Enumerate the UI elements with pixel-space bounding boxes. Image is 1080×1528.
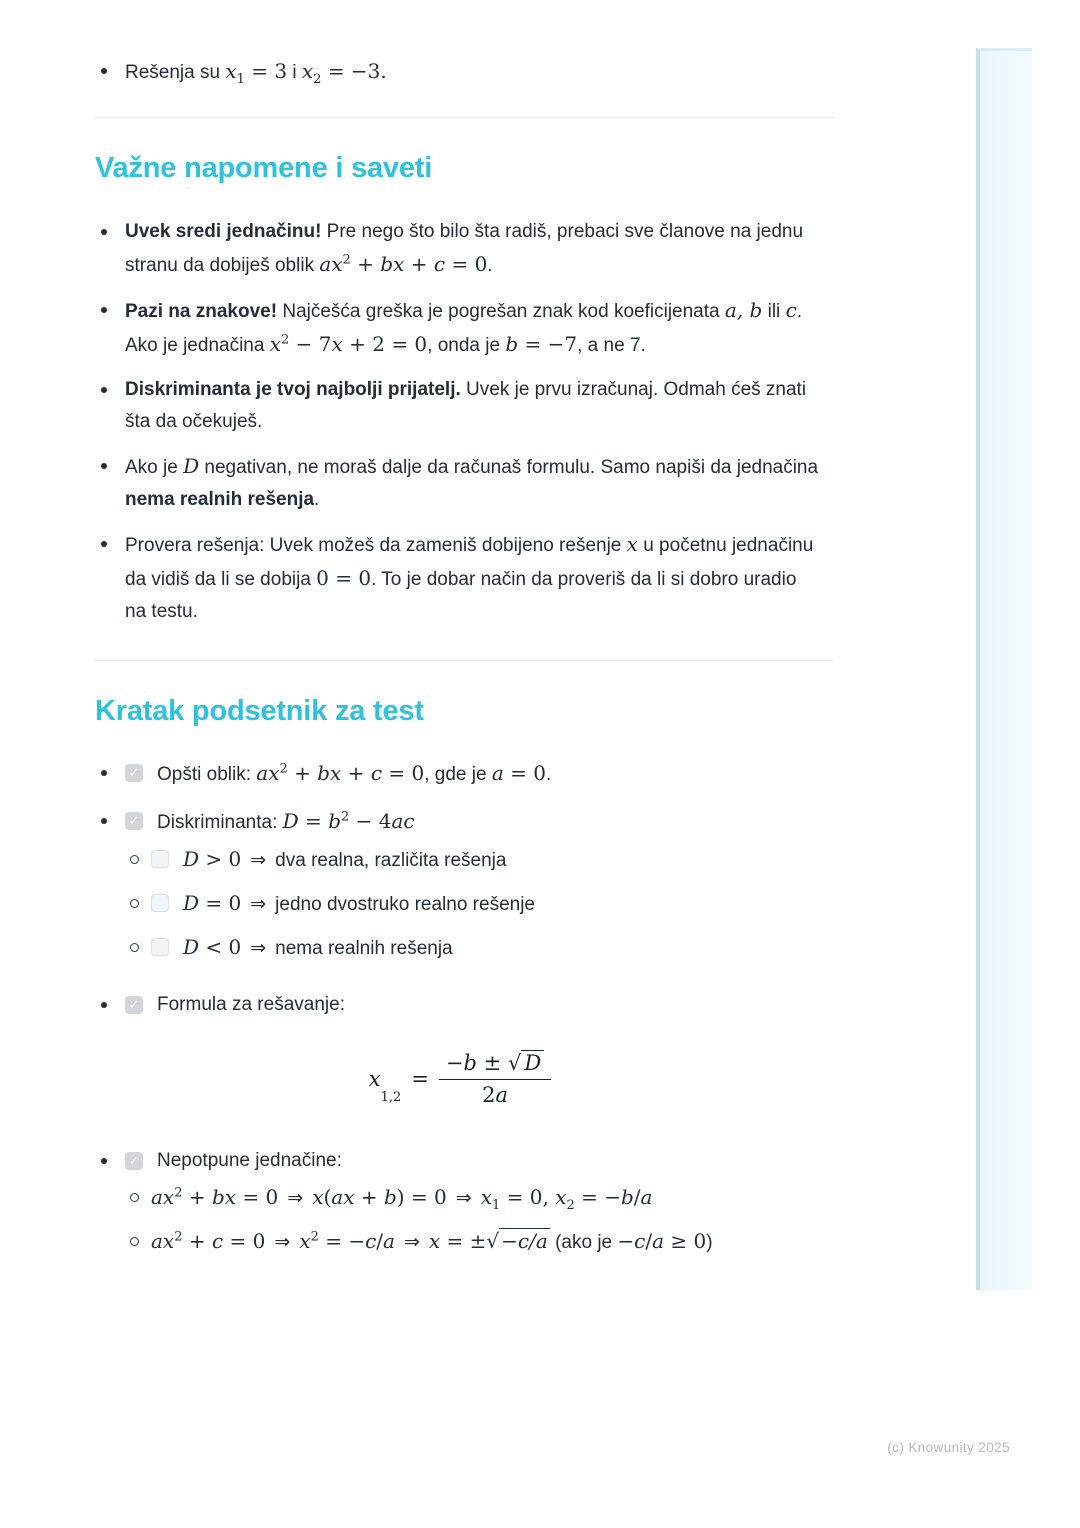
text-segment: − [617,1229,635,1253]
text-segment: + [354,1185,384,1209]
radical-icon: √ [507,1051,522,1075]
text-segment: x [299,1229,311,1253]
list-item [95,216,835,282]
text-segment: 1 [236,71,245,87]
text-segment: ax [151,1185,175,1209]
formula-lhs-variable: x [368,1067,381,1091]
formula-fraction [439,1051,551,1107]
implies-arrow-icon: ⇒ [403,1231,420,1253]
sub-list [125,843,835,965]
text-segment: Uvek sredi jednačinu! [125,221,322,242]
implies-arrow-icon: ⇒ [250,937,267,959]
bullet-marker [101,229,107,235]
text-segment: Diskriminanta je tvoj najbolji prijatelj. [125,379,461,400]
text-segment: < 0 [199,935,242,959]
text-segment: c [365,1229,377,1253]
item-text [125,374,820,438]
text-segment: Provera rešenja: Uvek možeš da zameniš dobijeno rešenje [125,535,627,556]
formula-denominator [439,1080,551,1107]
document-body [95,0,835,1283]
item-text [125,450,820,516]
text-segment: 2 [174,1229,183,1245]
bullet-marker [101,770,107,776]
circle-marker [130,943,139,952]
text-segment: ax [256,761,280,785]
text-segment: . [545,764,552,785]
text-segment: (ako je [549,1232,618,1253]
text-segment: = 0 [503,761,546,785]
checkbox-checked[interactable] [125,812,143,830]
text-segment: dva realna, različita rešenja [275,850,507,871]
text-segment: + [182,1185,212,1209]
text-segment: Najčešća greška je pogrešan znak kod koeficijenata [277,301,725,322]
text-segment: + [341,761,371,785]
text-segment: x [331,332,343,356]
bullet-marker [101,541,107,547]
checkbox-checked[interactable] [125,1152,143,1170]
sqrt-expression [486,1228,549,1253]
text-segment: 2 [310,1229,319,1245]
text-segment: = 3 [244,59,288,83]
marker-column [95,374,125,438]
text-segment: x [301,59,314,83]
text-segment: ax [319,252,343,276]
text-segment: Formula za rešavanje: [157,994,345,1015]
text-segment: = 0 [223,1229,266,1253]
checkbox-checked[interactable] [125,764,143,782]
item-text [125,55,387,89]
list-item [95,528,835,628]
sub-list [125,1181,835,1259]
implies-arrow-icon: ⇒ [274,1231,291,1253]
list-item [95,374,835,438]
text-segment: Rešenja su [125,62,226,83]
item-text [151,1181,652,1215]
checklist-item [95,989,835,1131]
sub-item [130,843,835,877]
list-item [95,55,835,89]
text-segment: , gde je [424,764,492,785]
denominator-variable: a [495,1083,509,1107]
text-segment: b [328,809,341,833]
divider [95,117,835,118]
item-text [125,294,820,362]
checklist-item [95,1145,835,1269]
formula-lhs-subscript: 1,2 [380,1090,402,1105]
text-segment: bx [317,761,342,785]
text-segment: 0 = 0 [316,566,372,590]
intro-list [95,55,835,89]
item-text [157,1145,342,1177]
text-segment: x [480,1185,492,1209]
text-segment: ) = 0 [396,1185,447,1209]
text-segment: − 7 [289,332,332,356]
bullet-marker [101,1158,107,1164]
marker-column [95,55,125,89]
sqrt-argument: D [521,1050,544,1075]
text-segment: + [404,252,434,276]
text-segment: c [785,298,797,322]
checklist-item-line [125,989,835,1021]
item-text [183,931,453,965]
text-segment: a [383,1229,395,1253]
implies-arrow-icon: ⇒ [287,1187,304,1209]
text-segment: . To je dobar način da proveriš da li si dobro uradio na testu. [125,569,797,622]
checklist-item [95,757,835,791]
text-segment: Opšti oblik: [157,764,257,785]
item-text [183,887,535,921]
text-segment: + [350,252,381,276]
text-segment: x [269,332,281,356]
sub-item [130,931,835,965]
text-segment: x [312,1185,324,1209]
text-segment: 2 [281,332,290,348]
text-segment: 2 [566,1197,575,1213]
footer-copyright: (c) Knowunity 2025 [887,1440,1010,1455]
sub-item [130,1225,835,1259]
text-segment: D [183,454,200,478]
text-segment: x [428,1229,441,1253]
item-text [125,216,820,282]
marker-column [95,805,125,975]
plus-minus-sign: ± [483,1051,502,1075]
item-text [157,757,551,791]
text-segment: Diskriminanta: [157,812,283,833]
text-segment: u početnu jednačinu da vidiš da li se dobija [125,535,814,590]
text-segment: / [645,1229,653,1253]
text-segment: c [211,1229,224,1253]
text-segment: nema realnih rešenja [275,938,453,959]
text-segment: x [225,59,237,83]
marker-column [95,1145,125,1269]
checklist [95,757,835,1269]
text-segment: , a ne 7. [577,335,646,356]
text-segment: Uvek je prvu izračunaj. Odmah ćeš znati šta da očekuješ. [125,379,807,432]
text-segment: 2 [174,1185,183,1201]
text-segment: = [298,809,329,833]
checklist-item-content [125,757,835,791]
text-segment: = 0 [382,761,425,785]
item-text [157,805,415,839]
item-text [157,989,345,1021]
bullet-marker [101,307,107,313]
marker-column [95,757,125,791]
implies-arrow-icon: ⇒ [455,1187,472,1209]
text-segment: . Ako je jednačina [125,301,803,356]
text-segment: Pre nego što bilo šta radiš, prebaci sve članove na jednu stranu da dobiješ oblik [125,221,804,276]
text-segment: D [183,847,200,871]
text-segment: D [183,891,200,915]
implies-arrow-icon: ⇒ [250,893,267,915]
text-segment: , onda je [427,335,506,356]
text-segment: ( [323,1185,332,1209]
text-segment: / [633,1185,641,1209]
text-segment: ac [391,809,415,833]
sqrt-argument: −c/a [501,1229,548,1253]
quadratic-formula [125,1051,795,1107]
text-segment: nema realnih rešenja [125,489,315,510]
bullet-marker [101,68,107,74]
text-segment: . [314,489,320,510]
text-segment: 1 [491,1197,501,1213]
text-segment: Ako je [125,457,184,478]
checklist-item-content [125,1145,835,1269]
text-segment: Pazi na znakove! [125,301,278,322]
text-segment: + [287,761,318,785]
checklist-item-line [125,757,835,791]
text-segment: bx [211,1185,237,1209]
text-segment: ≥ 0 [664,1229,707,1253]
text-segment: ili [762,301,786,322]
text-segment: x [555,1185,567,1209]
text-segment: jedno dvostruko realno rešenje [275,894,536,915]
text-segment: − 4 [349,809,392,833]
text-segment: bx [380,252,405,276]
text-segment: = − [574,1185,621,1209]
text-segment: ax [331,1185,355,1209]
checklist-item-line [125,1145,835,1177]
marker-column [95,294,125,362]
section-title-checklist: Kratak podsetnik za test [95,695,424,727]
list-item [95,294,835,362]
numerator-variable: b [463,1051,477,1075]
marker-column [95,528,125,628]
text-segment: x [626,532,638,556]
text-segment: ax [151,1229,175,1253]
marker-column [95,989,125,1131]
text-segment: = − [318,1229,366,1253]
list-item [95,450,835,516]
text-segment: b [505,332,519,356]
text-segment: . [487,255,493,276]
text-segment: b [383,1185,397,1209]
text-segment: ) [706,1232,713,1253]
notes-list [95,216,835,628]
text-segment: negativan, ne moraš dalje da računaš formulu. Samo napiši da jednačina [199,457,819,478]
text-segment: 2 [341,809,350,825]
text-segment: / [376,1229,384,1253]
item-text [183,843,506,877]
text-segment: a [491,761,504,785]
text-segment: = −3. [321,59,387,83]
text-segment: a [640,1185,653,1209]
formula-numerator [439,1051,551,1080]
text-segment: = ± [440,1229,487,1253]
text-segment: Nepotpune jednačine: [157,1150,342,1171]
text-segment: c [433,252,446,276]
checklist-item-line [125,805,835,839]
bullet-marker [101,463,107,469]
text-segment: = 0 [445,252,488,276]
checkbox-unchecked[interactable] [151,850,169,868]
text-segment: + 2 = 0 [342,332,428,356]
divider [95,660,835,661]
text-segment: = 0, [500,1185,556,1209]
text-segment: c [634,1229,646,1253]
marker-column [95,216,125,282]
checklist-item [95,805,835,975]
text-segment: D [183,935,200,959]
formula-expression [369,1051,551,1107]
text-segment: 2 [279,761,288,777]
text-segment: 2 [313,71,322,87]
bullet-marker [101,818,107,824]
text-segment: = 0 [199,891,242,915]
bullet-marker [101,1002,107,1008]
formula-equals-sign: = [411,1067,429,1091]
sub-item [130,887,835,921]
circle-marker [130,899,139,908]
item-text [125,528,820,628]
checkbox-unchecked[interactable] [151,894,169,912]
text-segment: > 0 [199,847,242,871]
text-segment: a [652,1229,665,1253]
text-segment: = −7 [518,332,578,356]
circle-marker [130,1237,139,1246]
circle-marker [130,855,139,864]
text-segment: + [182,1229,212,1253]
checkbox-unchecked[interactable] [151,938,169,956]
text-segment: c [370,761,383,785]
minus-sign: − [445,1051,464,1075]
denominator-coefficient: 2 [482,1083,496,1107]
text-segment: b [620,1185,634,1209]
text-segment: = 0 [236,1185,279,1209]
right-accent-stripe [976,48,1032,1290]
marker-column [95,450,125,516]
text-segment: i [287,62,302,83]
circle-marker [130,1193,139,1202]
text-segment: a, b [724,298,763,322]
text-segment: 2 [342,252,351,268]
bullet-marker [101,387,107,393]
sub-item [130,1181,835,1215]
checkbox-checked[interactable] [125,996,143,1014]
implies-arrow-icon: ⇒ [250,849,267,871]
checklist-item-content [125,989,835,1131]
item-text [151,1225,713,1259]
text-segment: D [282,809,299,833]
section-title-notes: Važne napomene i saveti [95,152,433,184]
checklist-item-content [125,805,835,975]
